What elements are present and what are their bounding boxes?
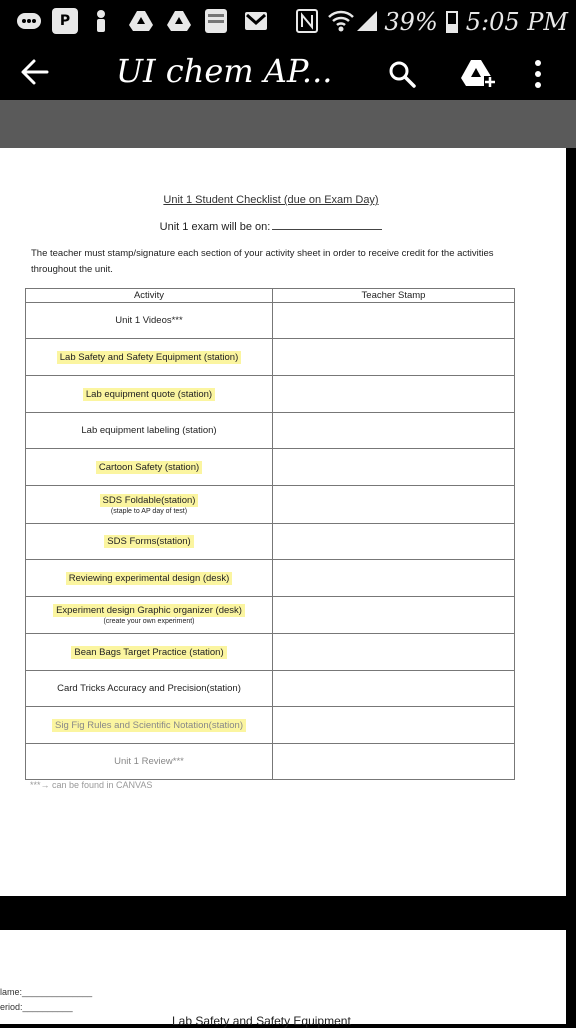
teacher-stamp-cell: [273, 744, 515, 780]
activity-label: Experiment design Graphic organizer (desk): [53, 604, 245, 617]
clock: 5:05 PM: [465, 8, 568, 36]
teacher-stamp-cell: [273, 339, 515, 376]
teacher-stamp-cell: [273, 597, 515, 634]
activity-cell: [26, 303, 273, 339]
signal-icon: [356, 8, 378, 34]
exam-blank: [272, 229, 382, 230]
status-bar: [0, 0, 576, 44]
activity-cell: [26, 524, 273, 560]
period-label-text: eriod:: [0, 1002, 23, 1012]
page2-title: Lab Safety and Safety Equipment: [172, 1014, 351, 1028]
table-row: [26, 524, 515, 560]
activity-label: Reviewing experimental design (desk): [66, 572, 233, 585]
activity-cell: [26, 339, 273, 376]
table-row: [26, 303, 515, 339]
table-row: [26, 376, 515, 413]
teacher-stamp-cell: [273, 707, 515, 744]
status-right: [384, 4, 568, 40]
activity-cell: [26, 486, 273, 524]
bible-app-icon: [204, 8, 228, 34]
table-row: [26, 597, 515, 634]
document-page: [0, 148, 566, 896]
activity-cell: [26, 597, 273, 634]
table-row: [26, 707, 515, 744]
activity-label: Cartoon Safety (station): [96, 461, 202, 474]
wifi-icon: [328, 8, 354, 34]
checklist-title: Unit 1 Student Checklist (due on Exam Day): [163, 194, 379, 206]
page-gap-bar: [0, 100, 576, 148]
app-bar: [0, 44, 576, 100]
table-row: [26, 486, 515, 524]
activity-label: SDS Foldable(station): [100, 494, 199, 507]
name-label-text: lame:: [0, 987, 23, 997]
activity-cell: [26, 413, 273, 449]
teacher-stamp-cell: [273, 486, 515, 524]
more-vert-icon[interactable]: [520, 56, 556, 92]
battery-icon: [446, 11, 458, 33]
table-row: [26, 339, 515, 376]
table-row: [26, 560, 515, 597]
activity-label: Unit 1 Videos***: [115, 315, 183, 326]
messages-icon: [16, 8, 42, 34]
teacher-stamp-cell: [273, 671, 515, 707]
teacher-stamp-cell: [273, 376, 515, 413]
teacher-stamp-cell: [273, 413, 515, 449]
activity-label: Lab equipment quote (station): [83, 388, 215, 401]
drive-icon: [128, 8, 154, 34]
table-row: [26, 634, 515, 671]
teacher-stamp-cell: [273, 303, 515, 339]
document-page-2: [0, 930, 566, 1028]
activity-cell: [26, 671, 273, 707]
teacher-stamp-cell: [273, 524, 515, 560]
teacher-stamp-header: Teacher Stamp: [273, 289, 515, 303]
activity-cell: [26, 707, 273, 744]
activity-header: Activity: [26, 289, 273, 303]
table-row: [26, 449, 515, 486]
table-row: [26, 744, 515, 780]
exam-label: Unit 1 exam will be on:: [159, 221, 271, 233]
name-field-label: lame:______________: [0, 987, 93, 997]
checklist-table: [25, 288, 515, 780]
activity-cell: [26, 634, 273, 671]
activity-sublabel: (staple to AP day of test): [110, 507, 188, 515]
table-row: [26, 671, 515, 707]
activity-cell: [26, 449, 273, 486]
instructions: The teacher must stamp/signature each section of your activity sheet in order to receive credit for the activities throughout the unit.: [31, 248, 494, 275]
teacher-stamp-cell: [273, 449, 515, 486]
activity-label: Sig Fig Rules and Scientific Notation(station): [52, 719, 246, 732]
activity-label: Bean Bags Target Practice (station): [71, 646, 226, 659]
add-to-drive-icon[interactable]: [460, 56, 496, 92]
pandora-icon: P: [52, 8, 78, 34]
table-row: [26, 413, 515, 449]
footnote: ***→ can be found in CANVAS: [30, 780, 153, 790]
activity-label: Card Tricks Accuracy and Precision(station): [57, 683, 241, 694]
battery-level-fill: [448, 24, 456, 31]
activity-sublabel: (create your own experiment): [103, 618, 195, 625]
activity-cell: [26, 744, 273, 780]
activity-label: Lab Safety and Safety Equipment (station): [57, 351, 242, 364]
checklist-rows: [26, 303, 515, 780]
document-title: UI chem AP...: [116, 52, 333, 90]
table-header-row: [26, 289, 515, 303]
activity-label: SDS Forms(station): [104, 535, 193, 548]
battery-percent: 39%: [384, 8, 438, 36]
teacher-stamp-cell: [273, 560, 515, 597]
activity-cell: [26, 376, 273, 413]
drive-icon-2: [166, 8, 192, 34]
search-icon[interactable]: [384, 56, 420, 92]
gmail-icon: [244, 8, 268, 34]
nfc-icon: [296, 8, 318, 34]
activity-cell: [26, 560, 273, 597]
back-arrow-icon[interactable]: [20, 52, 60, 92]
person-icon: [94, 8, 108, 34]
activity-label: Lab equipment labeling (station): [81, 425, 217, 436]
exam-date-line: [0, 221, 542, 233]
period-field-label: eriod:__________: [0, 1002, 73, 1012]
teacher-stamp-cell: [273, 634, 515, 671]
activity-label: Unit 1 Review***: [114, 756, 184, 767]
